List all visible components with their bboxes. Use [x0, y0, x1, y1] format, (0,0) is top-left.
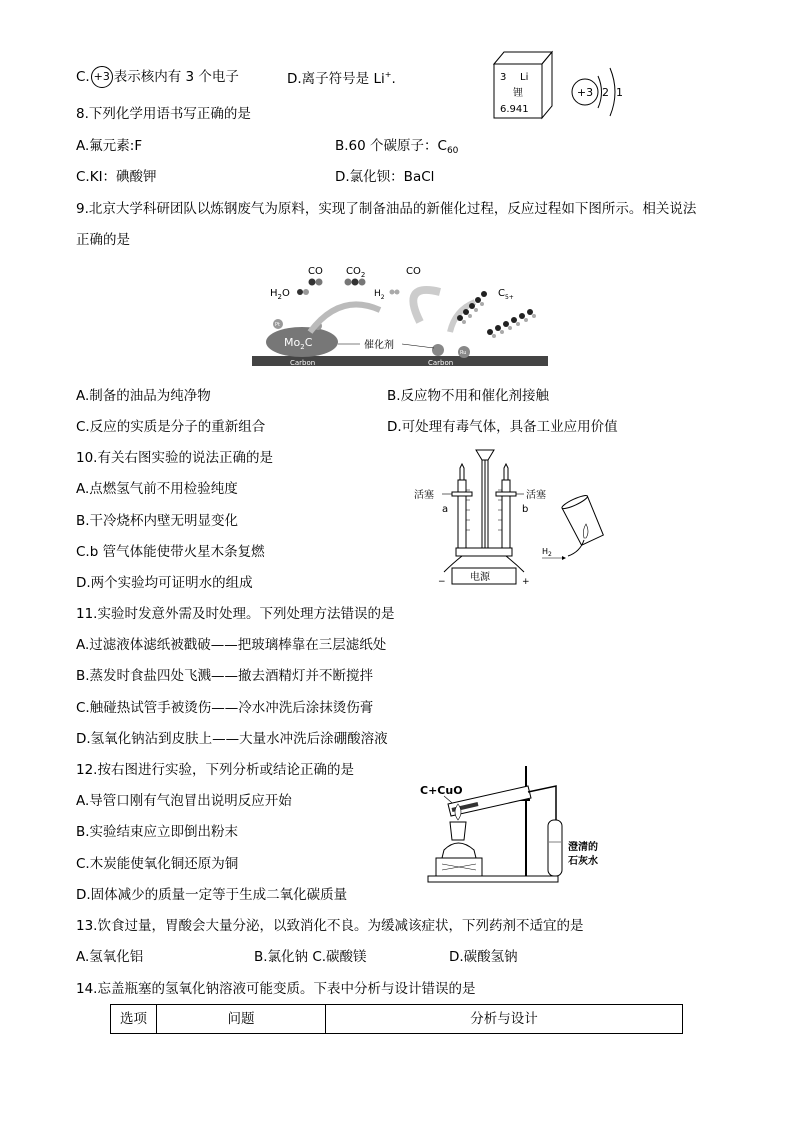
q13-option-a: A.氢氧化铝: [76, 949, 144, 965]
q11-stem: 11.实验时发意外需及时处理。下列处理方法错误的是: [76, 606, 395, 622]
svg-text:活塞: 活塞: [526, 490, 546, 501]
q9-stem-line1: 9.北京大学科研团队以炼钢废气为原料，实现了制备油品的新催化过程，反应过程如下图所示。相关说法: [76, 201, 697, 217]
svg-text:CO2: $CO_2$: [346, 266, 366, 279]
q13-option-d: D.碳酸氢钠: [449, 949, 518, 965]
svg-text:b: b: [522, 504, 529, 515]
q12-option-d: D.固体减少的质量一定等于生成二氧化碳质量: [76, 887, 348, 903]
svg-text:Ru: Ru: [460, 350, 467, 356]
q10-option-b: B.干冷烧杯内壁无明显变化: [76, 513, 239, 529]
element-mass: 6.941: [500, 104, 529, 115]
q9-option-b: B.反应物不用和催化剂接触: [387, 388, 550, 404]
q12-option-a: A.导管口刚有气泡冒出说明反应开始: [76, 793, 292, 809]
lithium-element-card: [492, 48, 556, 120]
svg-text:澄清的: 澄清的: [568, 842, 598, 853]
q11-option-b: B.蒸发时食盐四处飞溅——撤去酒精灯并不断搅拌: [76, 668, 374, 684]
svg-text:1: 1: [616, 86, 623, 99]
q12-option-b: B.实验结束应立即倒出粉末: [76, 824, 239, 840]
q9-stem-line2: 正确的是: [76, 232, 130, 248]
svg-text:CO: CO: [406, 266, 421, 277]
table-header-question: 问题: [227, 1011, 255, 1027]
svg-text:Carbon: Carbon: [290, 359, 316, 367]
svg-text:H2O: $H_2O$: [270, 288, 290, 301]
q8-option-b: B.60 个碳原子：$C_{60}$: [335, 138, 459, 156]
q8-option-a: A.氟元素:F: [76, 138, 143, 154]
svg-text:CO: CO: [308, 266, 323, 277]
svg-text:C5+: $C_{5+}$: [498, 288, 514, 301]
table-header-option: 选项: [120, 1011, 147, 1027]
q10-option-d: D.两个实验均可证明水的组成: [76, 575, 253, 591]
carbon-reduction-apparatus-diagram: [418, 764, 618, 886]
q10-option-a: A.点燃氢气前不用检验纯度: [76, 481, 238, 497]
table-header-analysis: 分析与设计: [470, 1011, 538, 1027]
q7-option-c: C. +3 表示核内有 3 个电子: [76, 66, 239, 88]
q14-table: [110, 1004, 683, 1034]
svg-text:H2: $H_2$: [542, 547, 552, 558]
svg-text:Carbon: Carbon: [428, 359, 454, 367]
element-symbol: Li: [520, 72, 529, 83]
hydrogen-combustion-diagram: [540, 492, 620, 566]
svg-text:催化剂: 催化剂: [364, 340, 394, 351]
q11-option-a: A.过滤液体滤纸被戳破——把玻璃棒靠在三层滤纸处: [76, 637, 387, 653]
lithium-atom-diagram: [568, 50, 628, 120]
svg-text:−: −: [438, 577, 446, 587]
svg-text:C+CuO: C+CuO: [420, 784, 463, 797]
svg-text:+: +: [522, 577, 530, 587]
q10-option-c: C.b 管气体能使带火星木条复燃: [76, 544, 265, 560]
q13-option-bc: B.氯化钠 C.碳酸镁: [254, 949, 367, 965]
q8-option-c: C.KI：碘酸钾: [76, 169, 157, 185]
catalysis-process-diagram: [250, 262, 550, 370]
q8-stem: 8.下列化学用语书写正确的是: [76, 106, 251, 122]
svg-text:+3: +3: [576, 86, 594, 99]
svg-text:石灰水: 石灰水: [568, 856, 598, 867]
q9-option-c: C.反应的实质是分子的重新组合: [76, 419, 266, 435]
q11-option-c: C.触碰热试管手被烫伤——冷水冲洗后涂抹烫伤膏: [76, 700, 374, 716]
q13-stem: 13.饮食过量，胃酸会大量分泌，以致消化不良。为缓减该症状，下列药剂不适宜的是: [76, 918, 584, 934]
q8-option-d: D.氯化钡：BaCl: [335, 169, 435, 185]
svg-text:a: a: [442, 504, 449, 515]
q7-option-d: D.离子符号是 Li+.: [287, 70, 396, 87]
q9-option-a: A.制备的油品为纯净物: [76, 388, 211, 404]
q10-stem: 10.有关右图实验的说法正确的是: [76, 450, 273, 466]
element-name: 锂: [513, 88, 523, 99]
q12-stem: 12.按右图进行实验，下列分析或结论正确的是: [76, 762, 354, 778]
q9-option-d: D.可处理有毒气体，具备工业应用价值: [387, 419, 618, 435]
element-number: 3: [500, 72, 507, 83]
svg-text:Pt: Pt: [275, 322, 280, 328]
q11-option-d: D.氢氧化钠沾到皮肤上——大量水冲洗后涂硼酸溶液: [76, 731, 388, 747]
svg-text:活塞: 活塞: [414, 490, 434, 501]
q12-option-c: C.木炭能使氧化铜还原为铜: [76, 856, 239, 872]
svg-text:电源: 电源: [470, 572, 490, 583]
svg-text:Mo2C: $Mo_2C$: [284, 336, 313, 351]
svg-text:H2: $H_2$: [374, 289, 385, 301]
q14-stem: 14.忘盖瓶塞的氢氧化钠溶液可能变质。下表中分析与设计错误的是: [76, 981, 476, 997]
nucleus-charge-circle: +3: [91, 66, 113, 88]
svg-text:2: 2: [602, 86, 609, 99]
